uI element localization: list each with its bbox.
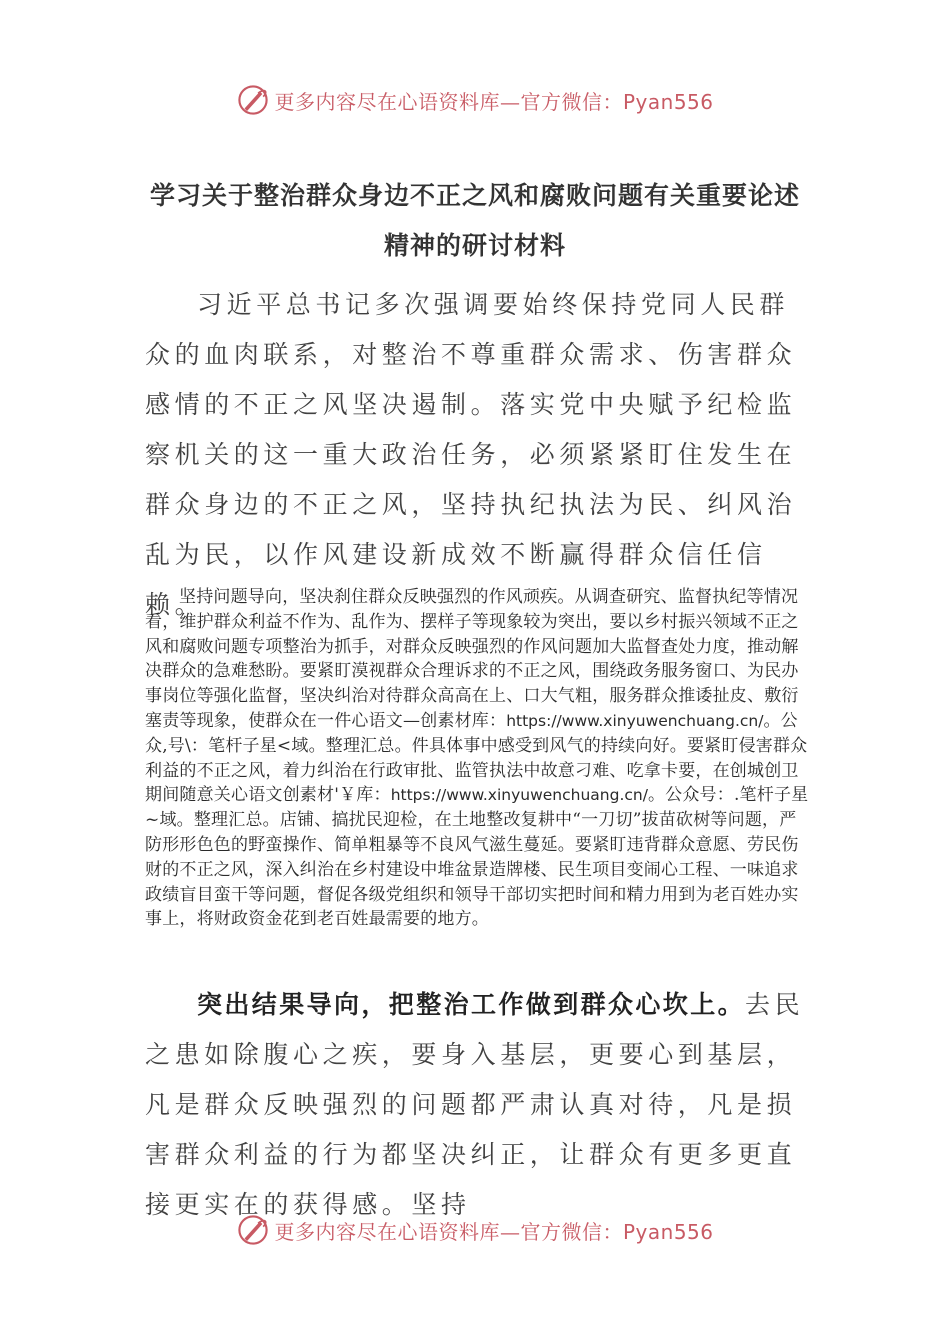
paragraph-1: 习近平总书记多次强调要始终保持党同人民群众的血肉联系，对整治不尊重群众需求、伤害群众感情的不正之风坚决遏制。落实党中央赋予纪检监察机关的这一重大政治任务，必须紧紧盯住发生在群众身边的不正之风，坚持执纪执法为民、纠风治乱为民，以作风建设新成效不断赢得群众信任信赖。 — [145, 290, 797, 619]
paragraph-2-part-a: 坚持问题导向，坚决刹住群众反映强烈的作风顽疾。从调查研究、监督执纪等情况看，维护群众利益不作为、乱作为、摆样子等现象较为突出，要以乡村振兴领域不正之风和腐败问题专项整治为抓手，对群众反映强烈的作风问题加大监督查处力度，推动解决群众的急难愁盼。要紧盯漠视群众合理诉求的不正之风，围绕政务服务窗口、为民办事岗位等强化监督，坚决纠治对待群众高高在上、口大气粗，服务群众推诿扯皮、敷衍塞责等现象，使群众在一件心语文—创素材库： — [145, 587, 799, 731]
quill-logo-icon — [236, 1213, 270, 1247]
paragraph-2-url-2: https://www.xinyuwenchuang.cn/ — [390, 786, 648, 805]
document-title-line-2: 精神的研讨材料 — [383, 231, 566, 260]
banner-wechat-id: Pyan556 — [622, 89, 714, 114]
banner-text: 更多内容尽在心语资料库—官方微信：Pyan556 — [274, 89, 714, 114]
paragraph-2-part-c: 。公众号：.笔杆子星~域。整理汇总。店铺、搞扰民迎检，在土地整改复耕中“一刀切”拔苗砍树等问题，严防形形色色的野蛮操作、简单粗暴等不良风气滋生蔓延。要紧盯违背群众意愿、劳民伤财的不正之风，深入纠治在乡村建设中堆盆景造牌楼、民生项目变闹心工程、一味追求政绩盲目蛮干等问题，督促各级党组织和领导干部切实把时间和精力用到为老百姓办实事上，将财政资金花到老百姓最需要的地方。 — [145, 785, 809, 930]
paragraph-3 — [145, 980, 810, 1230]
header-banner — [0, 80, 950, 120]
paragraph-3-body: 去民之患如除腹心之疾，要身入基层，更要心到基层，凡是群众反映强烈的问题都严肃认真对待，凡是损害群众利益的行为都坚决纠正，让群众有更多更直接更实在的获得感。坚持 — [145, 990, 805, 1219]
banner-wechat-id: Pyan556 — [622, 1219, 714, 1244]
quill-logo-icon — [236, 83, 270, 117]
paragraph-3-lead: 突出结果导向，把整治工作做到群众心坎上。 — [197, 990, 746, 1019]
banner-text: 更多内容尽在心语资料库—官方微信：Pyan556 — [274, 1219, 714, 1244]
paragraph-2-part-b: 。公众,号\：笔杆子星<域。整理汇总。件具体事中感受到风气的持续向好。要紧盯侵害群众利益的不正之风，着力纠治在行政审批、监管执法中故意刁难、吃拿卡要，在创城创卫期间随意关心语文创素材'￥库： — [145, 710, 808, 806]
footer-banner — [0, 1210, 950, 1250]
paragraph-2 — [145, 585, 810, 932]
paragraph-2-url-1: https://www.xinyuwenchuang.cn/ — [506, 711, 764, 730]
document-title-line-1: 学习关于整治群众身边不正之风和腐败问题有关重要论述 — [149, 181, 800, 210]
